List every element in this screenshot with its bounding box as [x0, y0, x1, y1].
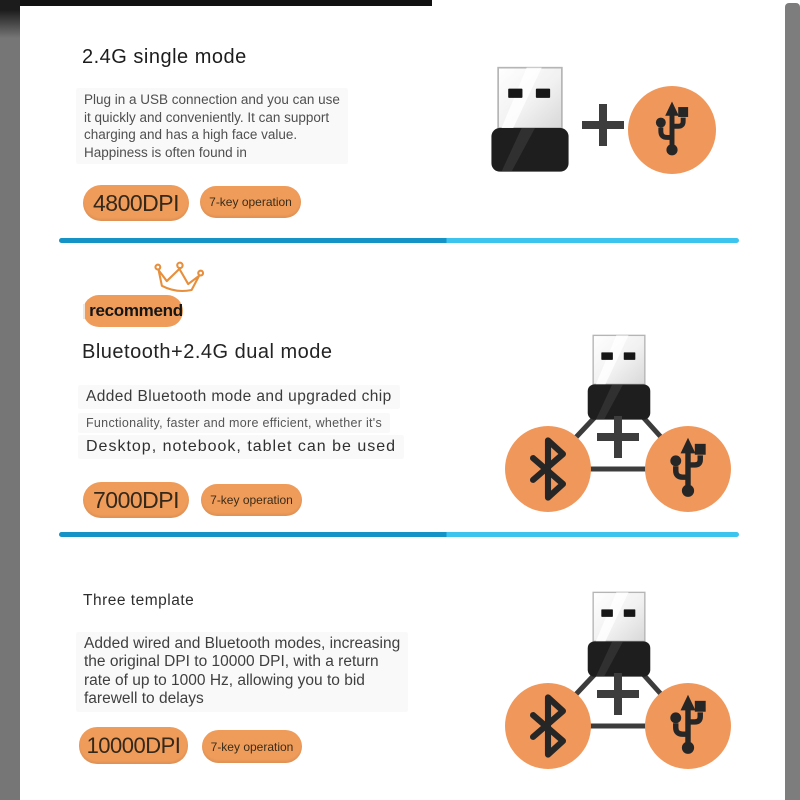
dual-mode-diagram	[492, 585, 742, 777]
left-border-bar	[0, 0, 20, 800]
text-line: Happiness is often found in	[84, 144, 247, 160]
usb-receiver-icon	[588, 335, 651, 419]
section-divider	[59, 238, 739, 243]
key-operation-badge: 7-key operation	[201, 484, 302, 516]
right-border-bar	[785, 3, 800, 800]
text-line: Added Bluetooth mode and upgraded chip	[78, 385, 400, 409]
usb-logo-icon	[628, 86, 716, 174]
dpi-badge: 7000DPI	[83, 482, 189, 518]
text-line: rate of up to 1000 Hz, allowing you to bid	[84, 671, 365, 689]
text-line: Functionality, faster and more efficient, whether it's	[78, 413, 390, 433]
text-line: it quickly and conveniently. It can support	[84, 109, 330, 125]
plus-icon	[580, 102, 626, 148]
usb-receiver-icon	[588, 592, 651, 676]
text-line: Plug in a USB connection and you can use	[84, 92, 340, 107]
top-border	[0, 0, 432, 6]
plus-icon	[597, 673, 639, 715]
text-line: charging and has a high face value.	[84, 127, 298, 142]
recommend-label: recommend	[89, 301, 183, 320]
dpi-badge: 10000DPI	[79, 727, 188, 764]
recommend-badge	[83, 295, 183, 327]
dual-mode-diagram	[492, 328, 742, 520]
usb-receiver-icon	[488, 66, 572, 175]
card-corner	[20, 6, 34, 20]
key-operation-badge: 7-key operation	[200, 186, 301, 218]
section-divider	[59, 532, 739, 537]
text-line: Added wired and Bluetooth modes, increasing	[84, 635, 401, 652]
dpi-badge: 4800DPI	[83, 185, 189, 221]
section1-description	[76, 88, 348, 164]
section3-title: Three template	[83, 592, 195, 609]
key-operation-badge: 7-key operation	[202, 730, 302, 763]
plus-icon	[597, 416, 639, 458]
section3-description	[76, 632, 408, 712]
text-line: the original DPI to 10000 DPI, with a return	[84, 653, 379, 671]
section1-title: 2.4G single mode	[82, 46, 247, 68]
text-line: farewell to delays	[84, 690, 204, 708]
text-line: Desktop, notebook, tablet can be used	[78, 435, 404, 459]
section2-title: Bluetooth+2.4G dual mode	[82, 341, 333, 363]
